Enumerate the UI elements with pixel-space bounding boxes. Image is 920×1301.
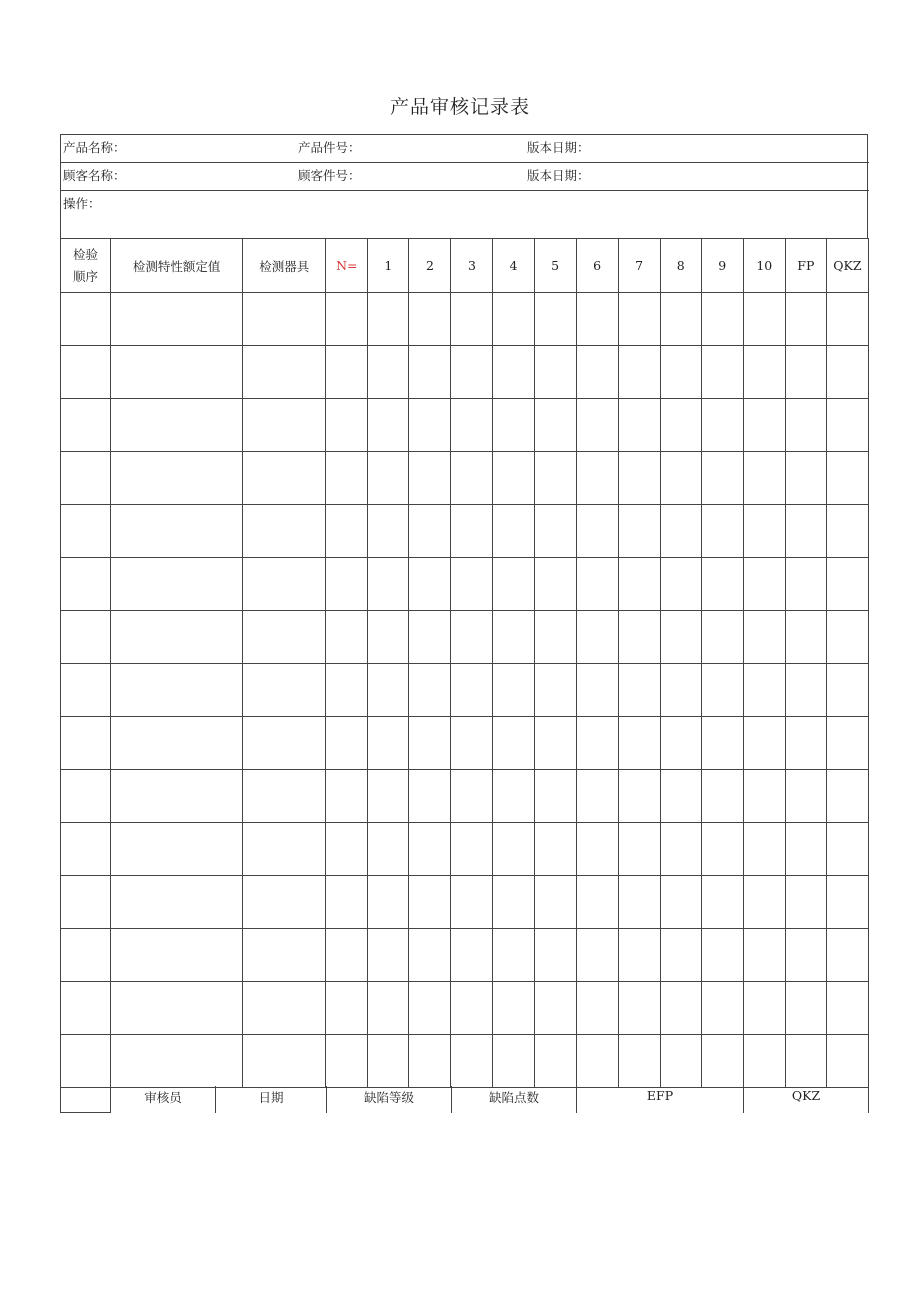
table-cell[interactable]	[660, 558, 701, 611]
table-cell[interactable]	[785, 982, 826, 1035]
table-cell[interactable]	[493, 452, 534, 505]
table-cell[interactable]	[368, 664, 409, 717]
table-cell[interactable]	[326, 346, 368, 399]
table-cell[interactable]	[243, 558, 326, 611]
col-header-9: 9	[701, 239, 743, 293]
table-cell[interactable]	[660, 452, 701, 505]
table-cell[interactable]	[701, 399, 743, 452]
table-cell[interactable]	[409, 452, 451, 505]
footer-defect-points-label: 缺陷点数	[488, 1090, 539, 1105]
table-footer	[60, 1086, 869, 1113]
table-cell[interactable]	[451, 1035, 493, 1088]
table-cell[interactable]	[243, 1035, 326, 1088]
table-cell[interactable]	[618, 664, 660, 717]
table-cell[interactable]	[743, 876, 785, 929]
table-cell[interactable]	[534, 399, 576, 452]
table-cell[interactable]	[451, 452, 493, 505]
table-cell[interactable]	[743, 293, 785, 346]
table-cell[interactable]	[111, 770, 243, 823]
table-cell[interactable]	[618, 505, 660, 558]
table-cell[interactable]	[409, 399, 451, 452]
table-row	[61, 664, 869, 717]
table-cell[interactable]	[785, 1035, 826, 1088]
table-cell[interactable]	[534, 876, 576, 929]
table-cell[interactable]	[785, 929, 826, 982]
table-cell[interactable]	[618, 770, 660, 823]
table-cell[interactable]	[61, 929, 111, 982]
table-cell[interactable]	[534, 611, 576, 664]
table-cell[interactable]	[243, 346, 326, 399]
table-cell[interactable]	[743, 346, 785, 399]
table-cell[interactable]	[409, 611, 451, 664]
table-cell[interactable]	[493, 611, 534, 664]
table-cell[interactable]	[326, 823, 368, 876]
table-row	[61, 717, 869, 770]
table-cell[interactable]	[743, 770, 785, 823]
table-row	[61, 1035, 869, 1088]
table-cell[interactable]	[243, 823, 326, 876]
table-cell[interactable]	[785, 664, 826, 717]
table-cell[interactable]	[576, 346, 618, 399]
table-cell[interactable]	[660, 346, 701, 399]
table-cell[interactable]	[111, 505, 243, 558]
table-cell[interactable]	[785, 399, 826, 452]
table-cell[interactable]	[368, 293, 409, 346]
table-cell[interactable]	[534, 558, 576, 611]
table-cell[interactable]	[368, 505, 409, 558]
table-cell[interactable]	[576, 929, 618, 982]
table-cell[interactable]	[451, 823, 493, 876]
table-cell[interactable]	[111, 452, 243, 505]
table-cell[interactable]	[111, 346, 243, 399]
table-cell[interactable]	[576, 664, 618, 717]
table-cell[interactable]	[243, 929, 326, 982]
table-cell[interactable]	[409, 293, 451, 346]
table-cell[interactable]	[451, 558, 493, 611]
table-cell[interactable]	[576, 558, 618, 611]
table-cell[interactable]	[743, 717, 785, 770]
table-cell[interactable]	[243, 399, 326, 452]
table-row	[61, 770, 869, 823]
page-title: 产品审核记录表	[389, 96, 530, 118]
col-header-3: 3	[451, 239, 493, 293]
table-cell[interactable]	[243, 505, 326, 558]
table-cell[interactable]	[701, 293, 743, 346]
table-cell[interactable]	[243, 293, 326, 346]
table-cell[interactable]	[368, 929, 409, 982]
inspection-table	[60, 238, 869, 1088]
table-cell[interactable]	[576, 611, 618, 664]
table-cell[interactable]	[111, 1035, 243, 1088]
table-cell[interactable]	[326, 1035, 368, 1088]
table-cell[interactable]	[409, 664, 451, 717]
col-header-10: 10	[743, 239, 785, 293]
table-cell[interactable]	[409, 982, 451, 1035]
table-cell[interactable]	[534, 1035, 576, 1088]
table-cell[interactable]	[618, 982, 660, 1035]
table-cell[interactable]	[61, 1035, 111, 1088]
table-cell[interactable]	[785, 558, 826, 611]
footer-efp-label: EFP	[646, 1088, 674, 1103]
table-cell[interactable]	[493, 558, 534, 611]
product-name-label: 产品名称：	[63, 140, 126, 155]
table-cell[interactable]	[326, 664, 368, 717]
table-cell[interactable]	[111, 982, 243, 1035]
table-cell[interactable]	[243, 982, 326, 1035]
version-date-label: 版本日期：	[527, 168, 590, 183]
table-cell[interactable]	[534, 664, 576, 717]
col-header-1: 1	[368, 239, 409, 293]
table-cell[interactable]	[785, 346, 826, 399]
table-cell[interactable]	[826, 452, 868, 505]
table-cell[interactable]	[368, 611, 409, 664]
table-cell[interactable]	[409, 929, 451, 982]
table-cell[interactable]	[368, 982, 409, 1035]
table-cell[interactable]	[618, 346, 660, 399]
table-cell[interactable]	[493, 823, 534, 876]
table-cell[interactable]	[785, 505, 826, 558]
table-cell[interactable]	[826, 876, 868, 929]
table-cell[interactable]	[243, 664, 326, 717]
table-cell[interactable]	[111, 823, 243, 876]
table-cell[interactable]	[61, 770, 111, 823]
table-cell[interactable]	[326, 399, 368, 452]
table-cell[interactable]	[785, 611, 826, 664]
table-cell[interactable]	[409, 717, 451, 770]
table-cell[interactable]	[743, 664, 785, 717]
table-cell[interactable]	[534, 982, 576, 1035]
table-cell[interactable]	[660, 717, 701, 770]
table-cell[interactable]	[826, 664, 868, 717]
col-header-2: 2	[409, 239, 451, 293]
table-cell[interactable]	[826, 346, 868, 399]
table-cell[interactable]	[534, 929, 576, 982]
table-cell[interactable]	[61, 346, 111, 399]
col-header-inspection-order: 检验 顺序	[61, 239, 111, 293]
table-cell[interactable]	[618, 929, 660, 982]
table-cell[interactable]	[409, 346, 451, 399]
info-row-operation	[61, 191, 869, 239]
table-cell[interactable]	[326, 929, 368, 982]
table-cell[interactable]	[451, 399, 493, 452]
product-no-label: 产品件号：	[298, 140, 361, 155]
table-cell[interactable]	[368, 823, 409, 876]
table-cell[interactable]	[493, 293, 534, 346]
col-header-characteristic: 检测特性额定值	[111, 239, 243, 293]
table-cell[interactable]	[61, 823, 111, 876]
table-cell[interactable]	[701, 982, 743, 1035]
table-cell[interactable]	[660, 664, 701, 717]
table-cell[interactable]	[243, 717, 326, 770]
table-cell[interactable]	[61, 611, 111, 664]
table-cell[interactable]	[660, 876, 701, 929]
table-cell[interactable]	[368, 346, 409, 399]
table-cell[interactable]	[534, 770, 576, 823]
table-cell[interactable]	[111, 399, 243, 452]
table-cell[interactable]	[576, 452, 618, 505]
table-cell[interactable]	[61, 876, 111, 929]
table-cell[interactable]	[826, 293, 868, 346]
table-cell[interactable]	[326, 982, 368, 1035]
table-cell[interactable]	[701, 611, 743, 664]
table-cell[interactable]	[826, 611, 868, 664]
table-cell[interactable]	[826, 717, 868, 770]
table-cell[interactable]	[743, 558, 785, 611]
info-row-customer	[61, 163, 869, 191]
table-cell[interactable]	[618, 452, 660, 505]
table-cell[interactable]	[326, 558, 368, 611]
table-cell[interactable]	[826, 1035, 868, 1088]
table-cell[interactable]	[451, 293, 493, 346]
table-row	[61, 876, 869, 929]
col-header-gauge: 检测器具	[243, 239, 326, 293]
table-cell[interactable]	[618, 293, 660, 346]
table-row	[61, 611, 869, 664]
table-cell[interactable]	[701, 664, 743, 717]
table-cell[interactable]	[743, 611, 785, 664]
table-cell[interactable]	[451, 982, 493, 1035]
table-cell[interactable]	[326, 611, 368, 664]
footer-auditor-label: 审核员	[144, 1090, 182, 1105]
table-cell[interactable]	[451, 717, 493, 770]
table-cell[interactable]	[826, 982, 868, 1035]
table-cell[interactable]	[826, 823, 868, 876]
table-cell[interactable]	[243, 452, 326, 505]
table-cell[interactable]	[243, 611, 326, 664]
table-cell[interactable]	[409, 876, 451, 929]
table-cell[interactable]	[785, 717, 826, 770]
col-header-7: 7	[618, 239, 660, 293]
table-cell[interactable]	[785, 452, 826, 505]
table-cell[interactable]	[701, 876, 743, 929]
table-cell[interactable]	[576, 505, 618, 558]
col-header-6: 6	[576, 239, 618, 293]
table-cell[interactable]	[576, 399, 618, 452]
table-cell[interactable]	[368, 876, 409, 929]
table-cell[interactable]	[743, 1035, 785, 1088]
table-cell[interactable]	[701, 929, 743, 982]
table-cell[interactable]	[61, 293, 111, 346]
table-cell[interactable]	[111, 876, 243, 929]
table-row	[61, 505, 869, 558]
customer-no-label: 顾客件号：	[298, 168, 361, 183]
table-cell[interactable]	[618, 1035, 660, 1088]
table-cell[interactable]	[660, 505, 701, 558]
table-row	[61, 293, 869, 346]
table-cell[interactable]	[326, 452, 368, 505]
table-cell[interactable]	[743, 982, 785, 1035]
table-cell[interactable]	[61, 664, 111, 717]
table-cell[interactable]	[660, 770, 701, 823]
table-cell[interactable]	[368, 1035, 409, 1088]
table-cell[interactable]	[618, 399, 660, 452]
col-header-n: N=	[326, 239, 368, 293]
table-cell[interactable]	[534, 823, 576, 876]
footer-defect-level-label: 缺陷等级	[363, 1090, 414, 1105]
table-cell[interactable]	[618, 823, 660, 876]
table-cell[interactable]	[409, 505, 451, 558]
table-cell[interactable]	[493, 770, 534, 823]
info-header-block	[60, 134, 868, 238]
table-cell[interactable]	[743, 399, 785, 452]
table-cell[interactable]	[409, 1035, 451, 1088]
table-cell[interactable]	[701, 770, 743, 823]
table-cell[interactable]	[618, 611, 660, 664]
table-cell[interactable]	[826, 505, 868, 558]
table-header-row	[61, 239, 869, 293]
table-cell[interactable]	[451, 929, 493, 982]
table-cell[interactable]	[451, 876, 493, 929]
table-row	[61, 399, 869, 452]
col-header-5: 5	[534, 239, 576, 293]
table-cell[interactable]	[701, 823, 743, 876]
table-cell[interactable]	[618, 876, 660, 929]
table-cell[interactable]	[326, 505, 368, 558]
table-cell[interactable]	[368, 452, 409, 505]
table-cell[interactable]	[534, 293, 576, 346]
table-cell[interactable]	[660, 982, 701, 1035]
table-cell[interactable]	[785, 876, 826, 929]
footer-qkz-label: QKZ	[791, 1088, 821, 1103]
operation-label: 操作：	[63, 196, 101, 211]
table-cell[interactable]	[826, 558, 868, 611]
table-cell[interactable]	[493, 717, 534, 770]
footer-date-label: 日期	[258, 1090, 284, 1105]
table-cell[interactable]	[576, 982, 618, 1035]
table-cell[interactable]	[576, 876, 618, 929]
table-cell[interactable]	[660, 823, 701, 876]
table-cell[interactable]	[576, 770, 618, 823]
table-cell[interactable]	[660, 293, 701, 346]
customer-name-label: 顾客名称：	[63, 168, 126, 183]
table-row	[61, 823, 869, 876]
table-cell[interactable]	[243, 876, 326, 929]
table-cell[interactable]	[534, 505, 576, 558]
table-cell[interactable]	[111, 558, 243, 611]
table-cell[interactable]	[660, 1035, 701, 1088]
table-cell[interactable]	[493, 346, 534, 399]
table-cell[interactable]	[368, 399, 409, 452]
table-cell[interactable]	[409, 558, 451, 611]
table-cell[interactable]	[618, 717, 660, 770]
table-cell[interactable]	[326, 770, 368, 823]
table-cell[interactable]	[493, 929, 534, 982]
table-cell[interactable]	[451, 611, 493, 664]
table-cell[interactable]	[493, 1035, 534, 1088]
table-cell[interactable]	[701, 346, 743, 399]
table-cell[interactable]	[493, 876, 534, 929]
table-cell[interactable]	[326, 876, 368, 929]
col-header-fp: FP	[785, 239, 826, 293]
table-row	[61, 558, 869, 611]
table-cell[interactable]	[451, 664, 493, 717]
table-cell[interactable]	[785, 293, 826, 346]
col-header-4: 4	[493, 239, 534, 293]
table-cell[interactable]	[111, 664, 243, 717]
table-cell[interactable]	[368, 558, 409, 611]
table-cell[interactable]	[61, 399, 111, 452]
table-cell[interactable]	[701, 717, 743, 770]
table-cell[interactable]	[61, 982, 111, 1035]
table-cell[interactable]	[409, 770, 451, 823]
table-cell[interactable]	[368, 717, 409, 770]
table-cell[interactable]	[326, 717, 368, 770]
table-cell[interactable]	[826, 399, 868, 452]
table-cell[interactable]	[576, 717, 618, 770]
table-cell[interactable]	[826, 929, 868, 982]
table-cell[interactable]	[660, 611, 701, 664]
table-cell[interactable]	[111, 293, 243, 346]
table-cell[interactable]	[743, 823, 785, 876]
table-cell[interactable]	[61, 452, 111, 505]
table-cell[interactable]	[701, 558, 743, 611]
table-cell[interactable]	[785, 823, 826, 876]
table-row	[61, 982, 869, 1035]
table-cell[interactable]	[660, 399, 701, 452]
table-row	[61, 929, 869, 982]
table-cell[interactable]	[493, 505, 534, 558]
table-cell[interactable]	[701, 505, 743, 558]
table-cell[interactable]	[743, 505, 785, 558]
col-header-8: 8	[660, 239, 701, 293]
table-cell[interactable]	[785, 770, 826, 823]
table-cell[interactable]	[576, 1035, 618, 1088]
table-cell[interactable]	[701, 1035, 743, 1088]
table-cell[interactable]	[451, 770, 493, 823]
table-cell[interactable]	[618, 558, 660, 611]
table-cell[interactable]	[61, 717, 111, 770]
table-cell[interactable]	[701, 452, 743, 505]
table-cell[interactable]	[743, 929, 785, 982]
info-row-product	[61, 135, 869, 163]
table-cell[interactable]	[576, 823, 618, 876]
table-cell[interactable]	[243, 770, 326, 823]
table-cell[interactable]	[493, 399, 534, 452]
table-cell[interactable]	[111, 929, 243, 982]
table-cell[interactable]	[111, 611, 243, 664]
table-cell[interactable]	[368, 770, 409, 823]
table-cell[interactable]	[493, 664, 534, 717]
table-cell[interactable]	[111, 717, 243, 770]
table-cell[interactable]	[61, 505, 111, 558]
table-cell[interactable]	[534, 717, 576, 770]
table-cell[interactable]	[451, 505, 493, 558]
table-cell[interactable]	[660, 929, 701, 982]
table-cell[interactable]	[534, 346, 576, 399]
table-cell[interactable]	[534, 452, 576, 505]
table-row	[61, 346, 869, 399]
table-cell[interactable]	[826, 770, 868, 823]
table-cell[interactable]	[326, 293, 368, 346]
table-cell[interactable]	[743, 452, 785, 505]
table-cell[interactable]	[409, 823, 451, 876]
table-cell[interactable]	[493, 982, 534, 1035]
table-cell[interactable]	[451, 346, 493, 399]
version-date-label: 版本日期：	[527, 140, 590, 155]
table-row	[61, 452, 869, 505]
table-cell[interactable]	[576, 293, 618, 346]
table-cell[interactable]	[61, 558, 111, 611]
col-header-qkz: QKZ	[826, 239, 868, 293]
